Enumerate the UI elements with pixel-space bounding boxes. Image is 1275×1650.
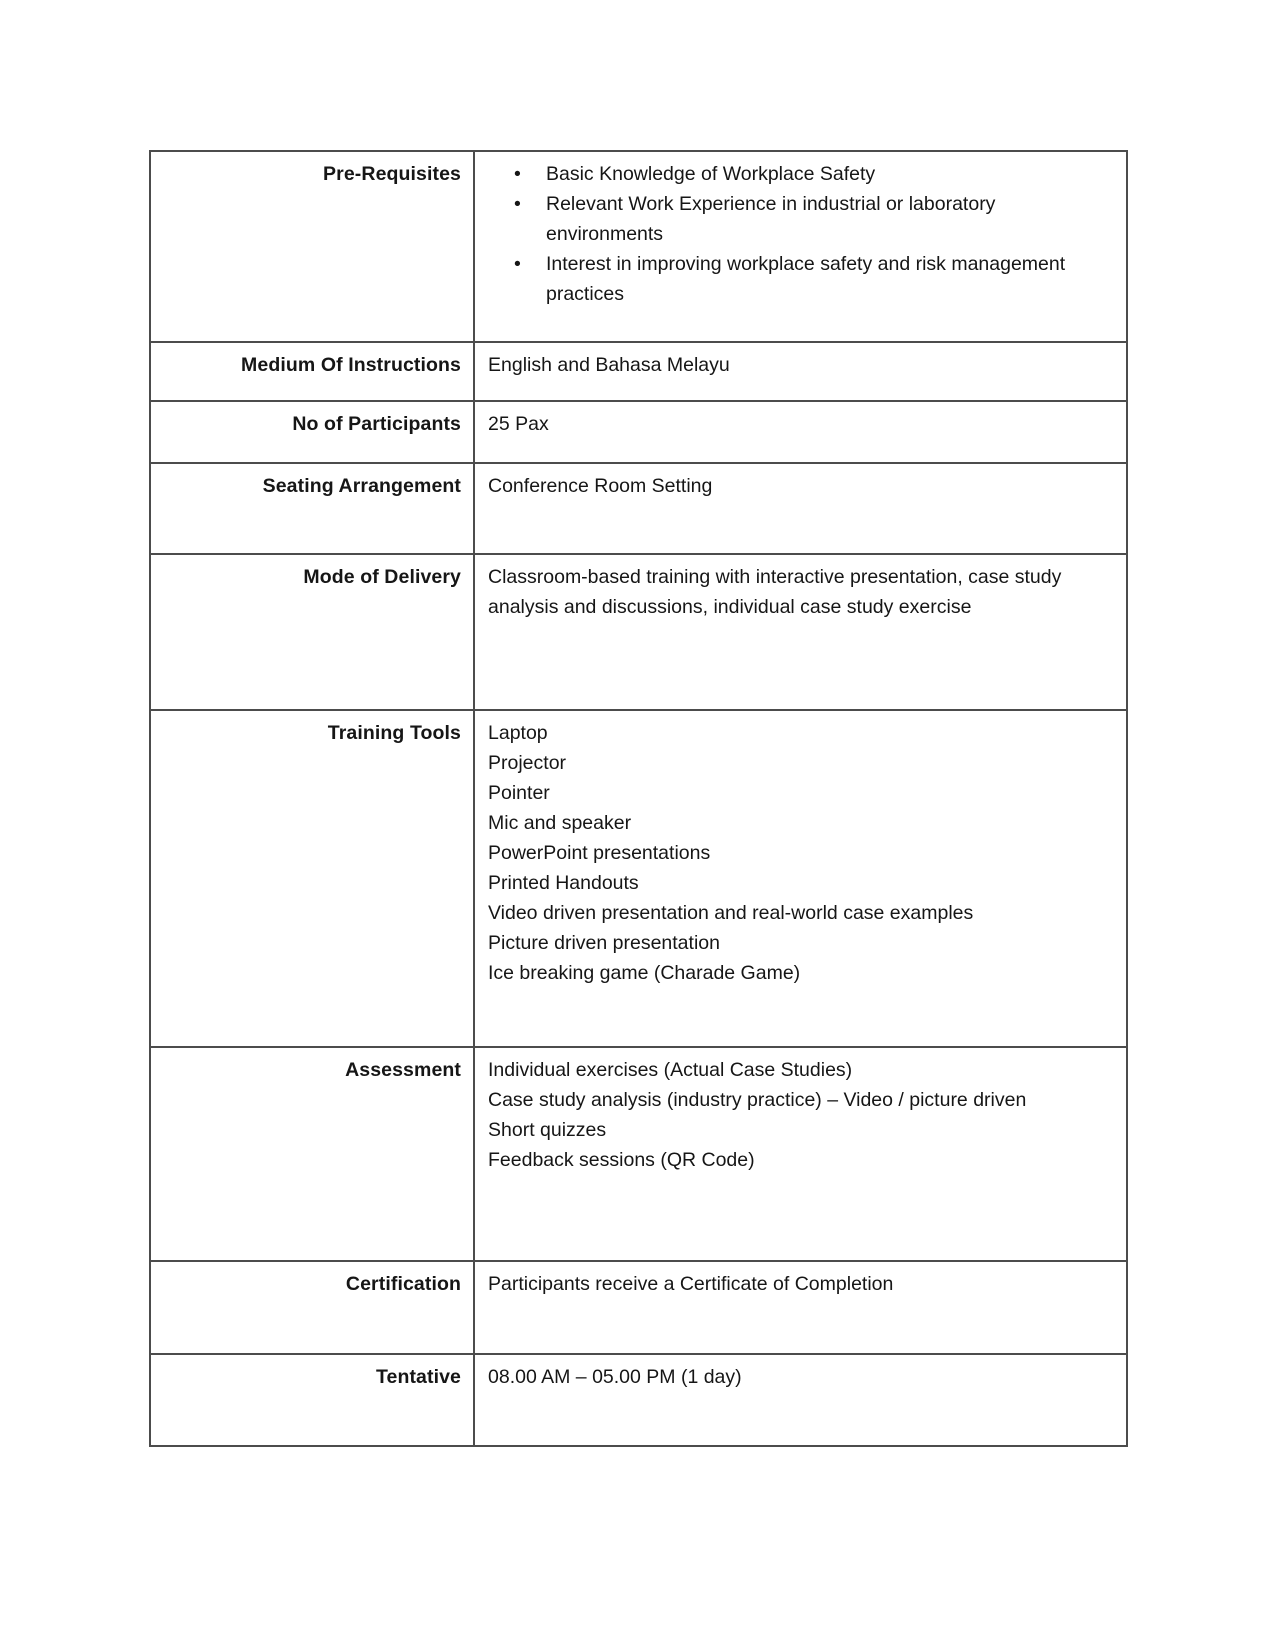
row-label: Tentative bbox=[150, 1354, 474, 1446]
value-line: Printed Handouts bbox=[488, 872, 639, 894]
row-label: Assessment bbox=[150, 1047, 474, 1261]
value-line: Projector bbox=[488, 752, 567, 774]
value-line: 25 Pax bbox=[488, 413, 549, 435]
bullet-text: Relevant Work Experience in industrial or laboratory environments bbox=[546, 193, 996, 245]
table-row-pre-requisites bbox=[150, 151, 1127, 342]
table-row-tentative bbox=[150, 1354, 1127, 1446]
table-row-training-tools bbox=[150, 710, 1127, 1047]
row-value bbox=[474, 342, 1127, 401]
value-line: Conference Room Setting bbox=[488, 475, 713, 497]
row-value bbox=[474, 1047, 1127, 1261]
table-row-medium-of-instructions bbox=[150, 342, 1127, 401]
row-label: Pre-Requisites bbox=[150, 151, 474, 342]
table-row-assessment bbox=[150, 1047, 1127, 1261]
value-line: Participants receive a Certificate of Completion bbox=[488, 1273, 894, 1295]
value-line: PowerPoint presentations bbox=[488, 842, 711, 864]
row-value bbox=[474, 401, 1127, 463]
row-value bbox=[474, 554, 1127, 710]
row-value bbox=[474, 151, 1127, 342]
value-line: 08.00 AM – 05.00 PM (1 day) bbox=[488, 1366, 742, 1388]
bullet-text: Basic Knowledge of Workplace Safety bbox=[546, 163, 876, 185]
value-line: Video driven presentation and real-world case examples bbox=[488, 902, 974, 924]
row-label: No of Participants bbox=[150, 401, 474, 463]
bullet-icon: • bbox=[514, 253, 521, 275]
bullet-icon: • bbox=[514, 163, 521, 185]
value-line: Individual exercises (Actual Case Studies) bbox=[488, 1059, 853, 1081]
bullet-item bbox=[514, 249, 1071, 309]
bullet-text: Interest in improving workplace safety and risk management practices bbox=[546, 253, 1066, 305]
row-label: Seating Arrangement bbox=[150, 463, 474, 554]
course-details-table bbox=[149, 150, 1128, 1447]
value-line: Pointer bbox=[488, 782, 550, 804]
value-line: English and Bahasa Melayu bbox=[488, 354, 730, 376]
table-row-mode-of-delivery bbox=[150, 554, 1127, 710]
value-line: Laptop bbox=[488, 722, 548, 744]
value-line: Feedback sessions (QR Code) bbox=[488, 1149, 755, 1171]
row-value bbox=[474, 1261, 1127, 1354]
table-row-certification bbox=[150, 1261, 1127, 1354]
row-label: Mode of Delivery bbox=[150, 554, 474, 710]
row-label: Training Tools bbox=[150, 710, 474, 1047]
row-label: Certification bbox=[150, 1261, 474, 1354]
bullet-item bbox=[514, 189, 1071, 249]
table-row-seating-arrangement bbox=[150, 463, 1127, 554]
row-value bbox=[474, 1354, 1127, 1446]
row-label: Medium Of Instructions bbox=[150, 342, 474, 401]
value-line: Classroom-based training with interactive presentation, case study analysis and discussions, individual case study exercise bbox=[488, 566, 1062, 618]
value-line: Short quizzes bbox=[488, 1119, 607, 1141]
bullet-list bbox=[488, 159, 1071, 309]
value-line: Mic and speaker bbox=[488, 812, 632, 834]
bullet-item bbox=[514, 159, 1071, 189]
value-line: Ice breaking game (Charade Game) bbox=[488, 962, 801, 984]
value-line: Picture driven presentation bbox=[488, 932, 720, 954]
bullet-icon: • bbox=[514, 193, 521, 215]
value-line: Case study analysis (industry practice) – Video / picture driven bbox=[488, 1089, 1027, 1111]
row-value bbox=[474, 463, 1127, 554]
table-row-no-of-participants bbox=[150, 401, 1127, 463]
row-value bbox=[474, 710, 1127, 1047]
